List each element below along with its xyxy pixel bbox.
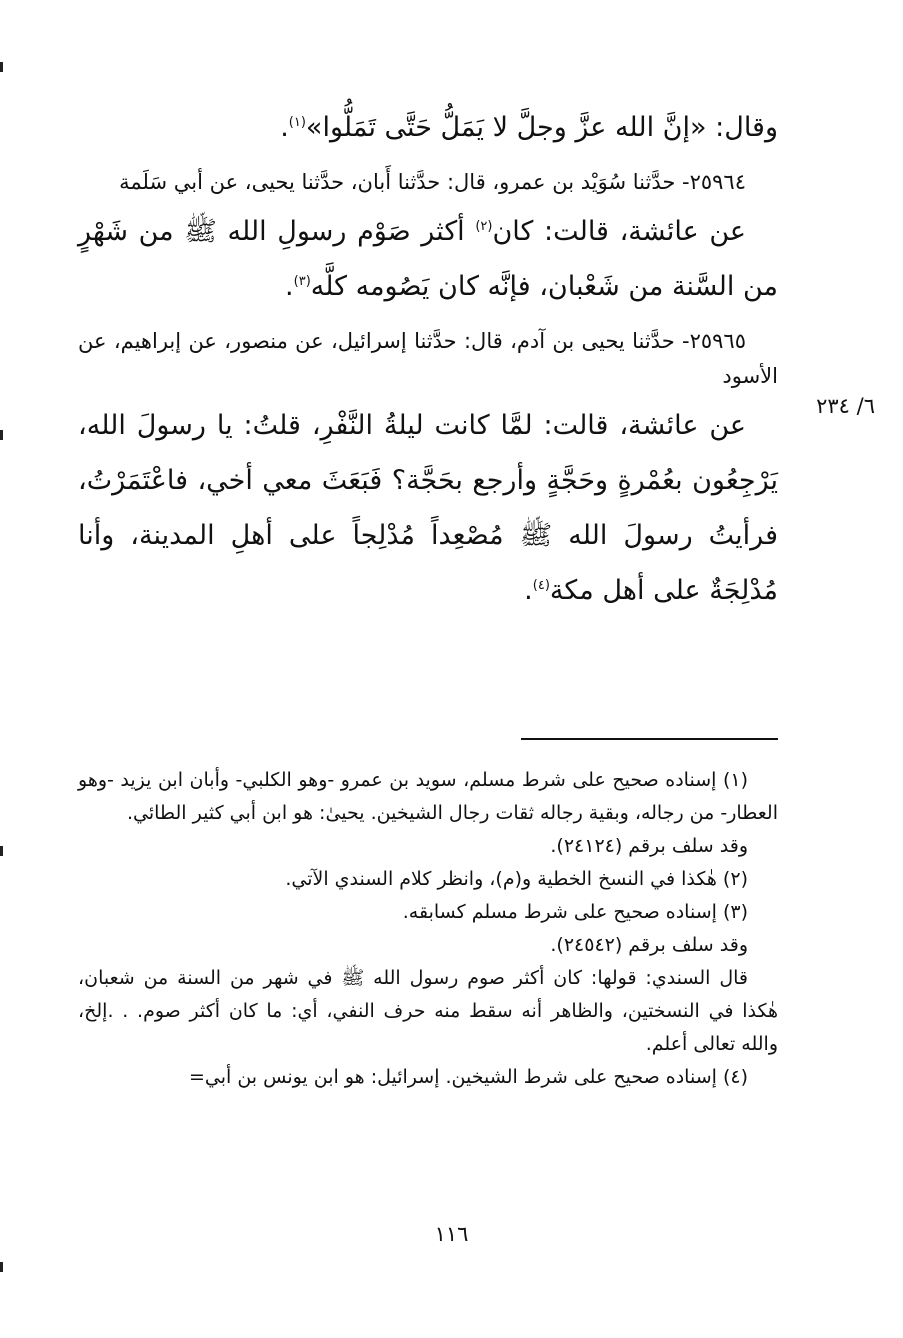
footnote-1: (١) إسناده صحيح على شرط مسلم، سويد بن عمرو -وهو الكلبي- وأبان ابن يزيد -وهو العطار- من رجاله، وبقية رجاله ثقات رجال الشيخين. يحيىٰ: هو ابن أبي كثير الطائي. (78, 769, 778, 824)
hadith-25964-matn: عن عائشة، قالت: كان$^{(٢)}$ أكثر صَوْم رسولِ الله ﷺ من شَهْرٍ من السَّنة من شَعْبان، فإنَّه كان يَصُومه كلَّه$^{(٣)}$. (78, 216, 778, 302)
scan-edge-mark (0, 1262, 3, 1272)
hadith-25965-isnad: ٢٥٩٦٥- حدَّثنا يحيى بن آدم، قال: حدَّثنا إسرائيل، عن منصور، عن إبراهيم، عن الأسود (78, 329, 778, 388)
scan-edge-mark (0, 430, 3, 440)
footnotes (78, 764, 778, 1094)
footnote-3-cross-ref: وقد سلف برقم (٢٤٥٤٢). (550, 934, 748, 956)
scan-edge-mark (0, 846, 3, 856)
hadith-25964-isnad: ٢٥٩٦٤- حدَّثنا سُوَيْد بن عمرو، قال: حدَّثنا أَبان، حدَّثنا يحيى، عن أبي سَلَمة (119, 170, 746, 194)
footnote-marker-2[interactable]: (٢) (475, 219, 493, 234)
footnote-4: (٤) إسناده صحيح على شرط الشيخين. إسرائيل: هو ابن يونس بن أبي= (188, 1066, 748, 1088)
opening-line: وقال: «إنَّ الله عزَّ وجلَّ لا يَمَلُّ حَتَّى تَمَلُّوا»$^{(١)}$. (280, 112, 778, 143)
footnote-1-cross-ref: وقد سلف برقم (٢٤١٢٤). (550, 835, 748, 857)
volume-page-reference: ٦/ ٢٣٤ (816, 394, 875, 418)
scan-edge-mark (0, 62, 3, 72)
footnote-marker-3[interactable]: (٣) (293, 274, 311, 289)
footnote-3-commentary: قال السندي: قولها: كان أكثر صوم رسول الله ﷺ في شهر من السنة من شعبان، هٰكذا في النسختين، والظاهر أنه سقط منه حرف النفي، أي: ما كان أكثر صوم. . .إلخ، والله تعالى أعلم. (78, 967, 778, 1055)
page-number: ١١٦ (434, 1222, 469, 1246)
footnote-2: (٢) هٰكذا في النسخ الخطية و(م)، وانظر كلام السندي الآتي. (285, 868, 748, 890)
footnote-3: (٣) إسناده صحيح على شرط مسلم كسابقه. (402, 901, 748, 923)
footnote-separator (521, 738, 778, 740)
main-text (78, 100, 778, 618)
hadith-25965-matn: عن عائشة، قالت: لمَّا كانت ليلةُ النَّفْرِ، قلتُ: يا رسولَ الله، يَرْجِعُون بعُمْرةٍ وحَجَّةٍ وأرجع بحَجَّة؟ فَبَعَثَ معي أخي، فاعْتَمَرْتُ، فرأيتُ رسولَ الله ﷺ مُصْعِداً مُدْلِجاً على أهلِ المدينة، وأنا مُدْلِجَةٌ على أهل مكة$^{(٤)}$. (78, 410, 778, 606)
footnote-marker-4[interactable]: (٤) (532, 578, 550, 593)
footnote-marker-1[interactable]: (١) (288, 115, 306, 130)
opening-line-text: وقال: «إنَّ الله عزَّ وجلَّ لا يَمَلُّ حَتَّى تَمَلُّوا» (305, 112, 778, 143)
